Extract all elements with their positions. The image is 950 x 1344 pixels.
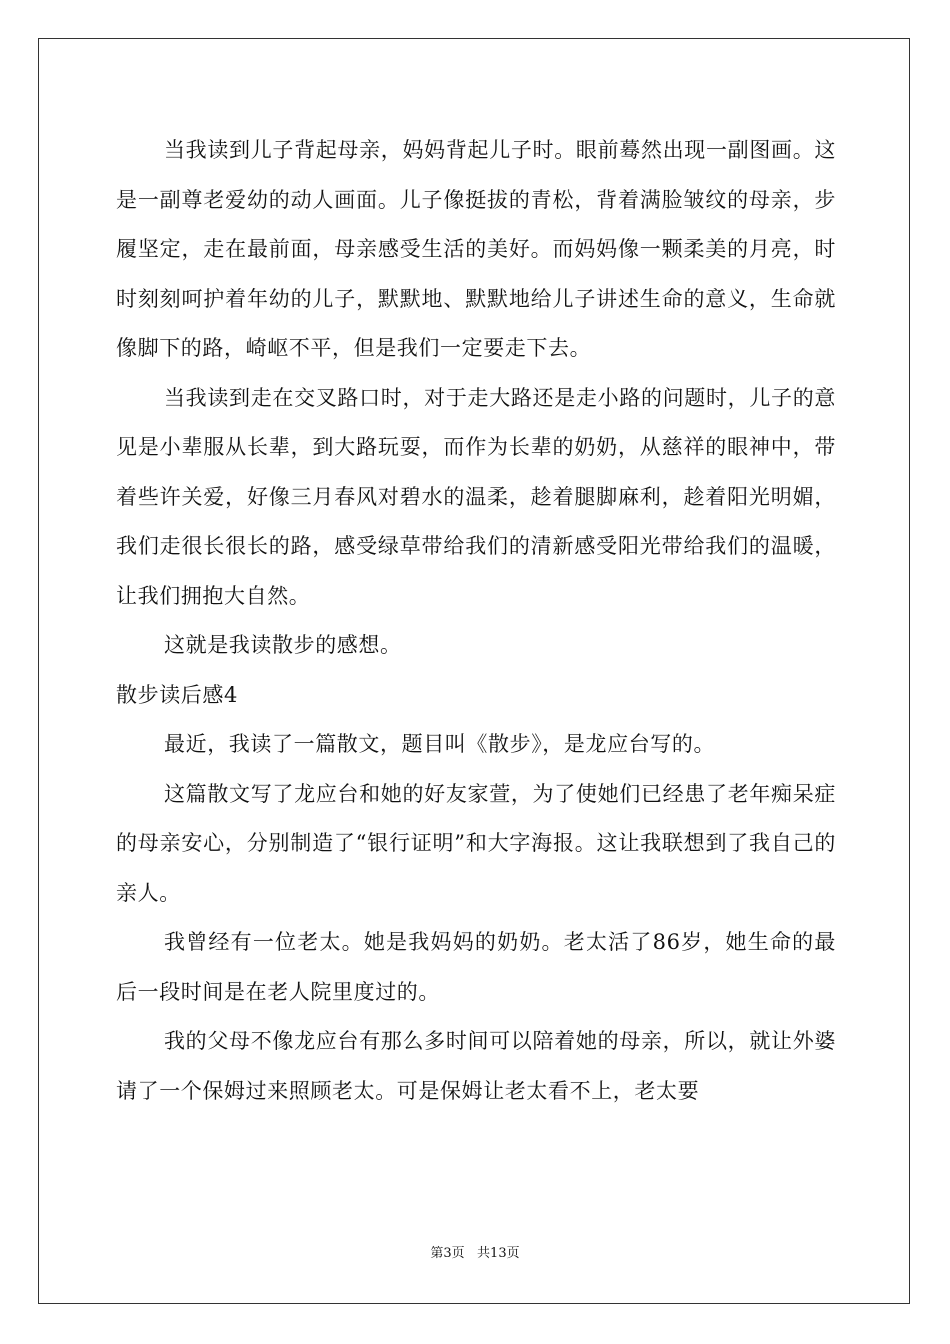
- paragraph-3: 这就是我读散步的感想。: [164, 633, 402, 657]
- paragraph-4: 最近，我读了一篇散文，题目叫《散步》，是龙应台写的。: [164, 732, 716, 756]
- paragraph-5: 这篇散文写了龙应台和她的好友家萱，为了使她们已经患了老年痴呆症的母亲安心，分别制造了“银行证明”和大字海报。这让我联想到了我自己的亲人。: [116, 781, 836, 905]
- paragraph-6: 我曾经有一位老太。她是我妈妈的奶奶。老太活了86岁，她生命的最后一段时间是在老人院里度过的。: [116, 930, 836, 1004]
- paragraph-2: 当我读到走在交叉路口时，对于走大路还是走小路的问题时，儿子的意见是小辈服从长辈，到大路玩耍，而作为长辈的奶奶，从慈祥的眼神中，带着些许关爱，好像三月春风对碧水的温柔，趁着腿脚麻利，趁着阳光明媚，我们走很长很长的路，感受绿草带给我们的清新感受阳光带给我们的温暖，让我们拥抱大自然。: [116, 385, 836, 608]
- paragraph-1: 当我读到儿子背起母亲，妈妈背起儿子时。眼前蓦然出现一副图画。这是一副尊老爱幼的动人画面。儿子像挺拔的青松，背着满脸皱纹的母亲，步履坚定，走在最前面，母亲感受生活的美好。而妈妈像一颗柔美的月亮，时时刻刻呵护着年幼的儿子，默默地、默默地给儿子讲述生命的意义，生命就像脚下的路，崎岖不平，但是我们一定要走下去。: [116, 138, 836, 360]
- paragraph-7: 我的父母不像龙应台有那么多时间可以陪着她的母亲，所以，就让外婆请了一个保姆过来照顾老太。可是保姆让老太看不上，老太要: [116, 1029, 836, 1103]
- page-footer: 第3页 共13页: [430, 1246, 520, 1261]
- document-body: [116, 126, 836, 1116]
- section-heading: 散步读后感4: [116, 682, 238, 707]
